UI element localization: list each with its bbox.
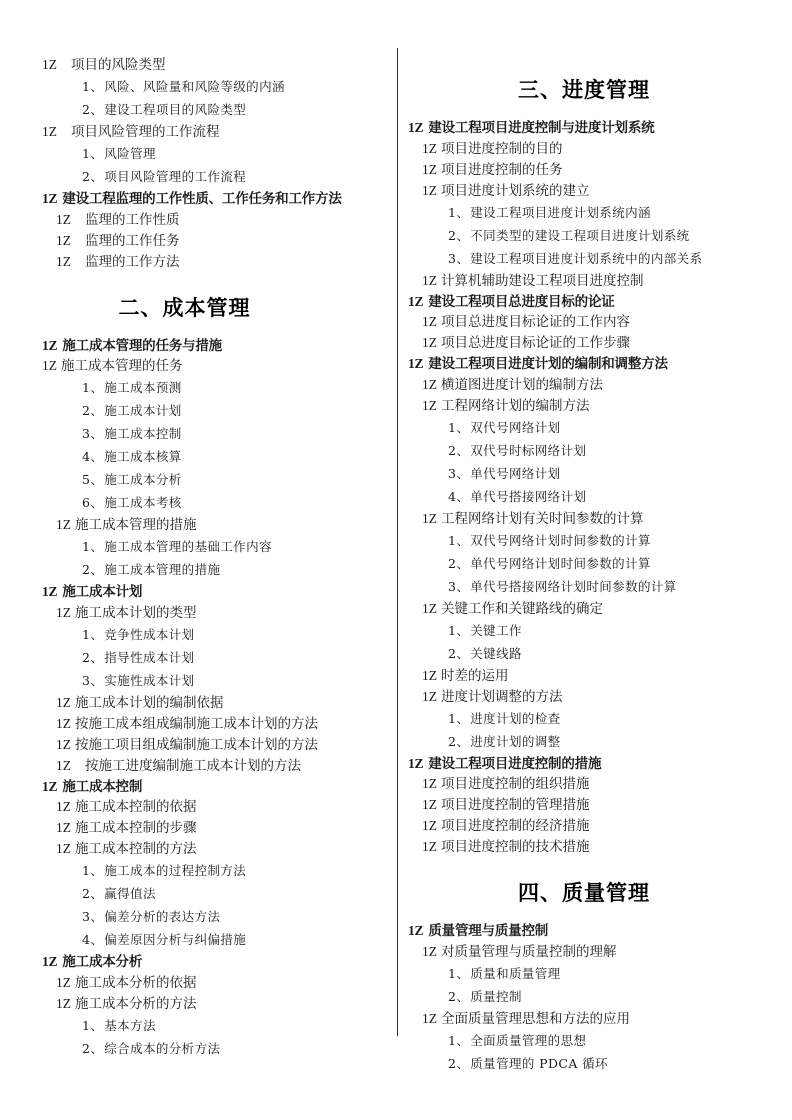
section-item bbox=[398, 159, 792, 180]
item-label: 基本方法 bbox=[104, 1017, 156, 1033]
section-item bbox=[0, 602, 397, 623]
numbered-item bbox=[0, 669, 397, 692]
numbered-item bbox=[0, 623, 397, 646]
section-item bbox=[398, 794, 792, 815]
item-label: 单代号搭接网络计划 bbox=[470, 488, 587, 504]
item-number: 3、 bbox=[448, 250, 470, 266]
chapter-heading bbox=[0, 339, 397, 353]
item-label: 项目进度控制的组织措施 bbox=[441, 776, 590, 791]
item-code: 1Z bbox=[56, 995, 71, 1011]
item-label: 项目进度控制的技术措施 bbox=[441, 839, 590, 854]
section-item bbox=[398, 941, 792, 962]
item-label: 单代号网络计划 bbox=[470, 465, 561, 481]
item-label: 双代号网络计划 bbox=[470, 419, 561, 435]
item-number: 6、 bbox=[82, 495, 104, 510]
item-label: 进度计划的调整 bbox=[470, 733, 561, 749]
item-label: 项目进度控制的目的 bbox=[441, 140, 563, 156]
section-item bbox=[398, 665, 792, 686]
numbered-item bbox=[0, 165, 397, 188]
item-label: 全面质量管理思想和方法的应用 bbox=[441, 1010, 630, 1026]
item-code: 1Z bbox=[56, 604, 71, 620]
section-item bbox=[398, 270, 792, 291]
item-code: 1Z bbox=[56, 253, 71, 269]
item-code: 1Z bbox=[422, 376, 437, 392]
item-code: 1Z bbox=[422, 797, 437, 812]
numbered-item bbox=[0, 1037, 397, 1060]
item-code: 1Z bbox=[422, 1010, 437, 1026]
item-label: 质量控制 bbox=[470, 988, 522, 1004]
item-label: 施工成本控制的方法 bbox=[75, 841, 197, 856]
numbered-item bbox=[398, 962, 792, 985]
item-label: 按施工进度编制施工成本计划的方法 bbox=[85, 757, 301, 773]
numbered-item bbox=[398, 707, 792, 730]
section-item bbox=[0, 972, 397, 993]
numbered-item bbox=[398, 529, 792, 552]
item-number: 1、 bbox=[448, 622, 470, 638]
item-number: 1、 bbox=[448, 532, 470, 548]
item-code: 1Z bbox=[42, 57, 57, 72]
item-code: 1Z bbox=[422, 818, 437, 833]
item-label: 风险、风险量和风险等级的内涵 bbox=[104, 79, 285, 94]
chapter-heading bbox=[398, 924, 792, 938]
item-label: 竞争性成本计划 bbox=[104, 626, 195, 642]
item-number: 3、 bbox=[448, 578, 470, 594]
chapter-heading bbox=[0, 192, 397, 206]
numbered-item bbox=[0, 646, 397, 669]
item-code: 1Z bbox=[56, 715, 71, 731]
item-label: 施工成本控制 bbox=[62, 778, 143, 794]
section-item bbox=[398, 138, 792, 159]
chapter-heading bbox=[398, 757, 792, 771]
item-code: 1Z bbox=[422, 397, 437, 413]
item-number: 1、 bbox=[82, 380, 104, 395]
item-number: 1、 bbox=[82, 626, 104, 642]
section-item bbox=[398, 836, 792, 857]
section-item bbox=[0, 734, 397, 755]
item-label: 建设工程项目总进度目标的论证 bbox=[428, 293, 615, 309]
item-label: 质量管理与质量控制 bbox=[428, 923, 549, 938]
item-label: 横道图进度计划的编制方法 bbox=[441, 376, 603, 392]
item-label: 施工成本管理的任务与措施 bbox=[62, 337, 222, 353]
numbered-item bbox=[0, 142, 397, 165]
item-code: 1Z bbox=[422, 140, 437, 156]
section-item bbox=[398, 686, 792, 707]
section-item bbox=[0, 251, 397, 272]
numbered-item bbox=[398, 1052, 792, 1075]
item-code: 1Z bbox=[422, 667, 437, 683]
item-code: 1Z bbox=[422, 272, 437, 288]
section-item bbox=[0, 54, 397, 75]
item-label: 建设工程项目进度控制的措施 bbox=[428, 755, 602, 771]
item-label: 单代号网络计划时间参数的计算 bbox=[470, 555, 651, 571]
numbered-item bbox=[0, 98, 397, 121]
item-number: 1、 bbox=[82, 1017, 104, 1033]
section-item bbox=[0, 993, 397, 1014]
numbered-item bbox=[398, 439, 792, 462]
section-item bbox=[398, 598, 792, 619]
item-label: 建设工程项目进度计划系统内涵 bbox=[470, 204, 651, 220]
item-label: 实施性成本计划 bbox=[104, 672, 195, 688]
item-label: 施工成本计划的类型 bbox=[75, 604, 197, 620]
item-label: 建设工程项目进度控制与进度计划系统 bbox=[428, 120, 655, 135]
item-label: 施工成本管理的任务 bbox=[61, 358, 183, 373]
item-code: 1Z bbox=[56, 736, 71, 752]
numbered-item bbox=[398, 247, 792, 270]
item-code: 1Z bbox=[42, 358, 57, 373]
item-label: 施工成本分析的方法 bbox=[75, 995, 197, 1011]
item-code: 1Z bbox=[56, 517, 71, 532]
item-label: 关键工作和关键路线的确定 bbox=[441, 600, 603, 616]
item-number: 3、 bbox=[82, 909, 104, 924]
item-label: 施工成本的过程控制方法 bbox=[104, 863, 247, 878]
item-number: 1、 bbox=[448, 965, 470, 981]
section-item bbox=[0, 713, 397, 734]
numbered-item bbox=[398, 462, 792, 485]
section-item bbox=[0, 514, 397, 535]
numbered-item bbox=[0, 376, 397, 399]
section-item bbox=[0, 755, 397, 776]
item-label: 全面质量管理的思想 bbox=[470, 1032, 587, 1048]
left-column bbox=[0, 0, 397, 1060]
section-item bbox=[398, 374, 792, 395]
item-code: 1Z bbox=[56, 694, 71, 710]
numbered-item bbox=[0, 558, 397, 581]
item-code: 1Z bbox=[422, 161, 437, 177]
item-number: 2、 bbox=[82, 886, 104, 901]
item-label: 施工成本分析的依据 bbox=[75, 974, 197, 990]
numbered-item bbox=[398, 575, 792, 598]
chapter-heading bbox=[0, 955, 397, 969]
numbered-item bbox=[0, 468, 397, 491]
item-label: 进度计划的检查 bbox=[470, 710, 561, 726]
item-label: 项目风险管理的工作流程 bbox=[71, 124, 220, 139]
numbered-item bbox=[0, 75, 397, 98]
item-label: 进度计划调整的方法 bbox=[441, 688, 563, 704]
item-label: 按施工成本组成编制施工成本计划的方法 bbox=[75, 715, 318, 731]
item-number: 2、 bbox=[82, 562, 104, 577]
item-number: 2、 bbox=[448, 645, 470, 661]
section-item bbox=[398, 332, 792, 353]
item-label: 施工成本核算 bbox=[104, 449, 182, 464]
item-code: 1Z bbox=[422, 314, 437, 329]
section-item bbox=[0, 121, 397, 142]
item-label: 单代号搭接网络计划时间参数的计算 bbox=[470, 578, 677, 594]
item-label: 按施工项目组成编制施工成本计划的方法 bbox=[75, 736, 318, 752]
item-code: 1Z bbox=[408, 120, 424, 135]
item-label: 监理的工作任务 bbox=[85, 232, 180, 248]
item-label: 建设工程项目进度计划的编制和调整方法 bbox=[428, 356, 668, 371]
item-label: 施工成本考核 bbox=[104, 495, 182, 510]
item-number: 2、 bbox=[82, 102, 104, 117]
numbered-item bbox=[398, 619, 792, 642]
section-item bbox=[0, 838, 397, 859]
section-item bbox=[398, 311, 792, 332]
item-label: 监理的工作性质 bbox=[85, 211, 180, 227]
item-code: 1Z bbox=[422, 839, 437, 854]
item-code: 1Z bbox=[422, 510, 437, 526]
item-number: 1、 bbox=[448, 710, 470, 726]
item-label: 质量管理的 PDCA 循环 bbox=[470, 1055, 608, 1071]
item-label: 施工成本控制的依据 bbox=[75, 799, 197, 814]
item-label: 关键线路 bbox=[470, 645, 522, 661]
item-number: 3、 bbox=[82, 672, 104, 688]
numbered-item bbox=[0, 491, 397, 514]
section-item bbox=[398, 180, 792, 201]
item-label: 施工成本分析 bbox=[104, 472, 182, 487]
left-column-content bbox=[0, 0, 397, 1060]
item-label: 项目进度控制的任务 bbox=[441, 161, 563, 177]
section-item bbox=[398, 815, 792, 836]
item-number: 4、 bbox=[82, 449, 104, 464]
numbered-item bbox=[0, 905, 397, 928]
right-column-content bbox=[398, 0, 792, 1075]
item-label: 项目进度控制的经济措施 bbox=[441, 818, 590, 833]
section-item bbox=[398, 1008, 792, 1029]
item-label: 施工成本计划 bbox=[62, 584, 143, 599]
item-code: 1Z bbox=[408, 923, 424, 938]
item-code: 1Z bbox=[408, 293, 424, 309]
numbered-item bbox=[398, 730, 792, 753]
item-number: 2、 bbox=[448, 227, 470, 243]
item-number: 2、 bbox=[448, 1055, 470, 1071]
item-number: 3、 bbox=[448, 465, 470, 481]
chapter-heading bbox=[0, 585, 397, 599]
section-item bbox=[0, 230, 397, 251]
numbered-item bbox=[398, 985, 792, 1008]
item-number: 4、 bbox=[82, 932, 104, 947]
item-label: 项目风险管理的工作流程 bbox=[104, 169, 247, 184]
right-column bbox=[398, 0, 792, 1075]
item-code: 1Z bbox=[42, 954, 58, 969]
numbered-item bbox=[0, 928, 397, 951]
item-label: 工程网络计划有关时间参数的计算 bbox=[441, 510, 644, 526]
item-code: 1Z bbox=[56, 211, 71, 227]
item-code: 1Z bbox=[56, 232, 71, 248]
item-code: 1Z bbox=[422, 600, 437, 616]
item-label: 项目进度计划系统的建立 bbox=[441, 182, 590, 198]
section-item bbox=[0, 817, 397, 838]
item-code: 1Z bbox=[422, 943, 437, 959]
section-item bbox=[0, 796, 397, 817]
item-number: 1、 bbox=[448, 419, 470, 435]
item-code: 1Z bbox=[408, 356, 424, 371]
item-number: 2、 bbox=[82, 169, 104, 184]
item-number: 4、 bbox=[448, 488, 470, 504]
item-label: 赢得值法 bbox=[104, 886, 156, 901]
item-code: 1Z bbox=[422, 776, 437, 791]
item-number: 1、 bbox=[82, 863, 104, 878]
numbered-item bbox=[398, 485, 792, 508]
numbered-item bbox=[398, 552, 792, 575]
item-number: 2、 bbox=[448, 988, 470, 1004]
part-heading: 四、质量管理 bbox=[518, 881, 650, 905]
chapter-heading bbox=[398, 121, 792, 135]
item-number: 2、 bbox=[448, 555, 470, 571]
item-number: 3、 bbox=[82, 426, 104, 441]
item-code: 1Z bbox=[42, 778, 58, 794]
item-number: 1、 bbox=[448, 1032, 470, 1048]
item-code: 1Z bbox=[42, 337, 58, 353]
item-code: 1Z bbox=[56, 974, 71, 990]
item-code: 1Z bbox=[56, 820, 71, 835]
item-label: 施工成本计划的编制依据 bbox=[75, 694, 224, 710]
section-item bbox=[0, 209, 397, 230]
item-label: 施工成本控制 bbox=[104, 426, 182, 441]
item-code: 1Z bbox=[56, 841, 71, 856]
numbered-item bbox=[0, 422, 397, 445]
item-code: 1Z bbox=[422, 182, 437, 198]
part-heading: 二、成本管理 bbox=[118, 295, 251, 320]
item-label: 施工成本管理的基础工作内容 bbox=[104, 539, 272, 554]
item-code: 1Z bbox=[56, 757, 71, 773]
numbered-item bbox=[0, 399, 397, 422]
item-label: 项目总进度目标论证的工作步骤 bbox=[441, 335, 630, 350]
item-label: 偏差原因分析与纠偏措施 bbox=[104, 932, 247, 947]
item-number: 2、 bbox=[448, 442, 470, 458]
item-number: 2、 bbox=[82, 403, 104, 418]
numbered-item bbox=[398, 1029, 792, 1052]
item-label: 施工成本管理的措施 bbox=[104, 562, 221, 577]
section-item bbox=[398, 773, 792, 794]
item-label: 施工成本分析 bbox=[62, 954, 143, 969]
part-heading: 三、进度管理 bbox=[518, 78, 650, 102]
section-item bbox=[398, 395, 792, 416]
chapter-heading bbox=[398, 357, 792, 371]
item-label: 计算机辅助建设工程项目进度控制 bbox=[441, 272, 644, 288]
item-code: 1Z bbox=[42, 191, 58, 206]
item-code: 1Z bbox=[42, 584, 58, 599]
item-label: 双代号时标网络计划 bbox=[470, 442, 587, 458]
numbered-item bbox=[0, 445, 397, 468]
item-label: 关键工作 bbox=[470, 622, 522, 638]
item-number: 1、 bbox=[82, 79, 104, 94]
item-label: 对质量管理与质量控制的理解 bbox=[441, 943, 617, 959]
item-number: 1、 bbox=[82, 146, 104, 161]
item-number: 5、 bbox=[82, 472, 104, 487]
item-code: 1Z bbox=[56, 799, 71, 814]
item-label: 工程网络计划的编制方法 bbox=[441, 397, 590, 413]
numbered-item bbox=[0, 1014, 397, 1037]
item-label: 质量和质量管理 bbox=[470, 965, 561, 981]
item-label: 建设工程项目进度计划系统中的内部关系 bbox=[470, 250, 703, 266]
item-label: 施工成本控制的步骤 bbox=[75, 820, 197, 835]
item-label: 指导性成本计划 bbox=[104, 649, 195, 665]
item-label: 偏差分析的表达方法 bbox=[104, 909, 221, 924]
item-number: 1、 bbox=[448, 204, 470, 220]
section-item bbox=[0, 692, 397, 713]
item-label: 时差的运用 bbox=[441, 667, 509, 683]
item-label: 双代号网络计划时间参数的计算 bbox=[470, 532, 651, 548]
item-number: 2、 bbox=[82, 1040, 104, 1056]
item-number: 2、 bbox=[82, 649, 104, 665]
item-label: 风险管理 bbox=[104, 146, 156, 161]
item-code: 1Z bbox=[422, 688, 437, 704]
item-label: 不同类型的建设工程项目进度计划系统 bbox=[470, 227, 690, 243]
item-label: 项目总进度目标论证的工作内容 bbox=[441, 314, 630, 329]
numbered-item bbox=[398, 201, 792, 224]
item-number: 2、 bbox=[448, 733, 470, 749]
section-item bbox=[398, 508, 792, 529]
item-code: 1Z bbox=[422, 335, 437, 350]
item-label: 施工成本计划 bbox=[104, 403, 182, 418]
item-number: 1、 bbox=[82, 539, 104, 554]
numbered-item bbox=[0, 859, 397, 882]
numbered-item bbox=[0, 535, 397, 558]
chapter-heading bbox=[398, 295, 792, 309]
item-label: 施工成本管理的措施 bbox=[75, 517, 197, 532]
item-label: 建设工程项目的风险类型 bbox=[104, 102, 247, 117]
item-label: 监理的工作方法 bbox=[85, 253, 180, 269]
item-code: 1Z bbox=[42, 124, 57, 139]
item-label: 项目的风险类型 bbox=[71, 57, 166, 72]
item-label: 建设工程监理的工作性质、工作任务和工作方法 bbox=[62, 191, 342, 206]
section-item bbox=[0, 355, 397, 376]
item-label: 施工成本预测 bbox=[104, 380, 182, 395]
numbered-item bbox=[398, 416, 792, 439]
item-code: 1Z bbox=[408, 755, 424, 771]
numbered-item bbox=[0, 882, 397, 905]
item-label: 项目进度控制的管理措施 bbox=[441, 797, 590, 812]
chapter-heading bbox=[0, 780, 397, 794]
numbered-item bbox=[398, 224, 792, 247]
item-label: 综合成本的分析方法 bbox=[104, 1040, 221, 1056]
numbered-item bbox=[398, 642, 792, 665]
